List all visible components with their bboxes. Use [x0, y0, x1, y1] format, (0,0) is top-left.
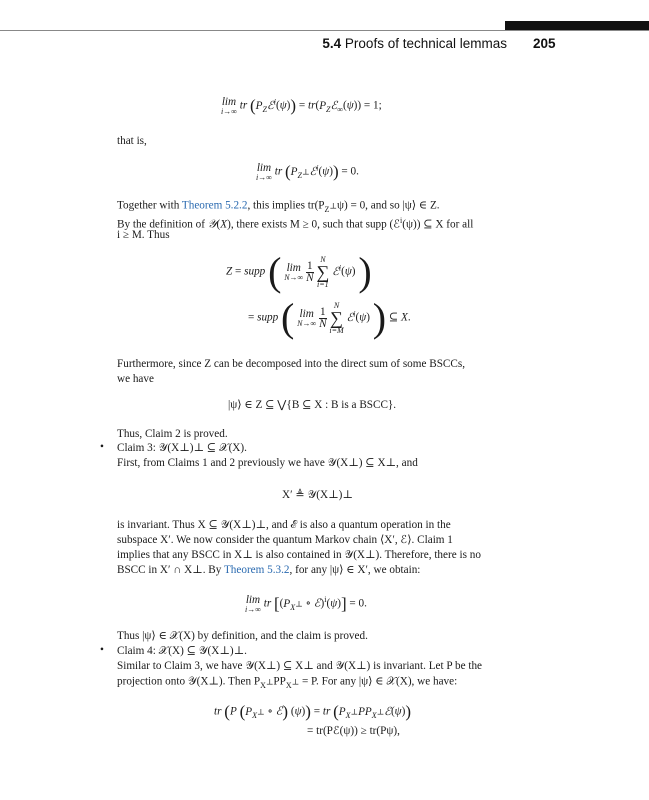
- claim4: Claim 4: 𝒳(X) ⊆ 𝒴(X⊥)⊥.: [117, 645, 247, 657]
- invariant-2: subspace X′. We now consider the quantum Markov chain ⟨X′, ℰ⟩. Claim 1: [117, 534, 453, 546]
- equation-z-supp-2: = supp ( lim N→∞ $\frac{1}{N}$ N ∑ i=M ℰ$^i$(ψ) ) ⊆ X.: [248, 295, 411, 340]
- xprime-definition: X′ ≜ 𝒴(X⊥)⊥: [282, 489, 353, 501]
- equation-final-limit: lim i→∞ tr [($P_{X^\perp}$ ∘ ℰ)$^i$(ψ)] = 0.: [245, 593, 367, 614]
- section-title: Proofs of technical lemmas: [344, 36, 507, 51]
- furthermore-2: we have: [117, 373, 154, 385]
- equation-limit-1: lim i→∞ tr $(P_Zℰ^i(\psi))$ = $tr(P_Zℰ_\infty(\psi)) = 1$;: [221, 95, 382, 116]
- header-rule: [0, 30, 649, 31]
- theorem-5-3-2-link[interactable]: Theorem 5.3.2: [223, 564, 290, 576]
- equation-z-supp-1: Z = supp ( lim N→∞ $\frac{1}{N}$ N ∑ i=1 ℰ$^i$(ψ) ): [226, 249, 372, 294]
- eq2-rhs: = 0.: [341, 165, 359, 178]
- claim4-line1: Similar to Claim 3, we have 𝒴(X⊥) ⊆ X⊥ and 𝒴(X⊥) is invariant. Let P be the: [117, 660, 483, 672]
- claim4-line2: projection onto 𝒴(X⊥). Then $P_{X^\perp}PP_{X^\perp} = P$. For any |ψ⟩ ∈ 𝒳(X), we have:: [117, 675, 458, 690]
- theorem-5-2-2-link[interactable]: Theorem 5.2.2: [181, 199, 248, 212]
- section-number: 5.4: [322, 36, 342, 51]
- claim3-first: First, from Claims 1 and 2 previously we have 𝒴(X⊥) ⊆ X⊥, and: [117, 457, 418, 469]
- together-line: Together with Theorem 5.2.2, this implies $tr(P_{Z^\perp}\psi) = 0$, and so |ψ⟩ ∈ Z.: [117, 199, 440, 214]
- bscc-equation: |ψ⟩ ∈ Z ⊆ ⋁{B ⊆ X : B is a BSCC}.: [228, 399, 397, 411]
- invariant-1: is invariant. Thus X ⊆ 𝒴(X⊥)⊥, and ℰ is also a quantum operation in the: [117, 519, 451, 531]
- equation-limit-2: lim i→∞ tr $(P_{Z^\perp}ℰ^i(\psi)) = 0$.: [256, 161, 359, 182]
- claim3: Claim 3: 𝒴(X⊥)⊥ ⊆ 𝒳(X).: [117, 442, 247, 454]
- page-number: 205: [533, 36, 556, 51]
- invariant-4: BSCC in X′ ∩ X⊥. By Theorem 5.3.2, for any |ψ⟩ ∈ X′, we obtain:: [117, 564, 421, 576]
- thus-claim: Thus |ψ⟩ ∈ 𝒳(X) by definition, and the claim is proved.: [117, 630, 368, 642]
- bullet-claim4: •: [100, 644, 104, 656]
- i-geq-m: i ≥ M. Thus: [117, 229, 170, 241]
- bullet-claim3: •: [100, 441, 104, 453]
- invariant-3: implies that any BSCC in X⊥ is also contained in 𝒴(X⊥). Therefore, there is no: [117, 549, 481, 561]
- that-is: that is,: [117, 135, 147, 147]
- eq1-rhs: = 1;: [363, 99, 382, 112]
- running-header: [322, 36, 507, 51]
- definition-line: By the definition of 𝒴(X), there exists M ≥ 0, such that supp (ℰ$^i$(ψ)) ⊆ X for all: [117, 216, 474, 231]
- furthermore-1: Furthermore, since Z can be decomposed into the direct sum of some BSCCs,: [117, 358, 465, 370]
- claim2-proved: Thus, Claim 2 is proved.: [117, 428, 228, 440]
- equation-last-2: = tr(Pℰ(ψ)) ≥ tr(Pψ),: [307, 725, 400, 737]
- equation-last-1: tr (P ($P_{X^\perp}$ ∘ ℰ) (ψ)) = tr $(P_{X^\perp}PP_{X^\perp}ℰ(\psi))$: [214, 702, 412, 721]
